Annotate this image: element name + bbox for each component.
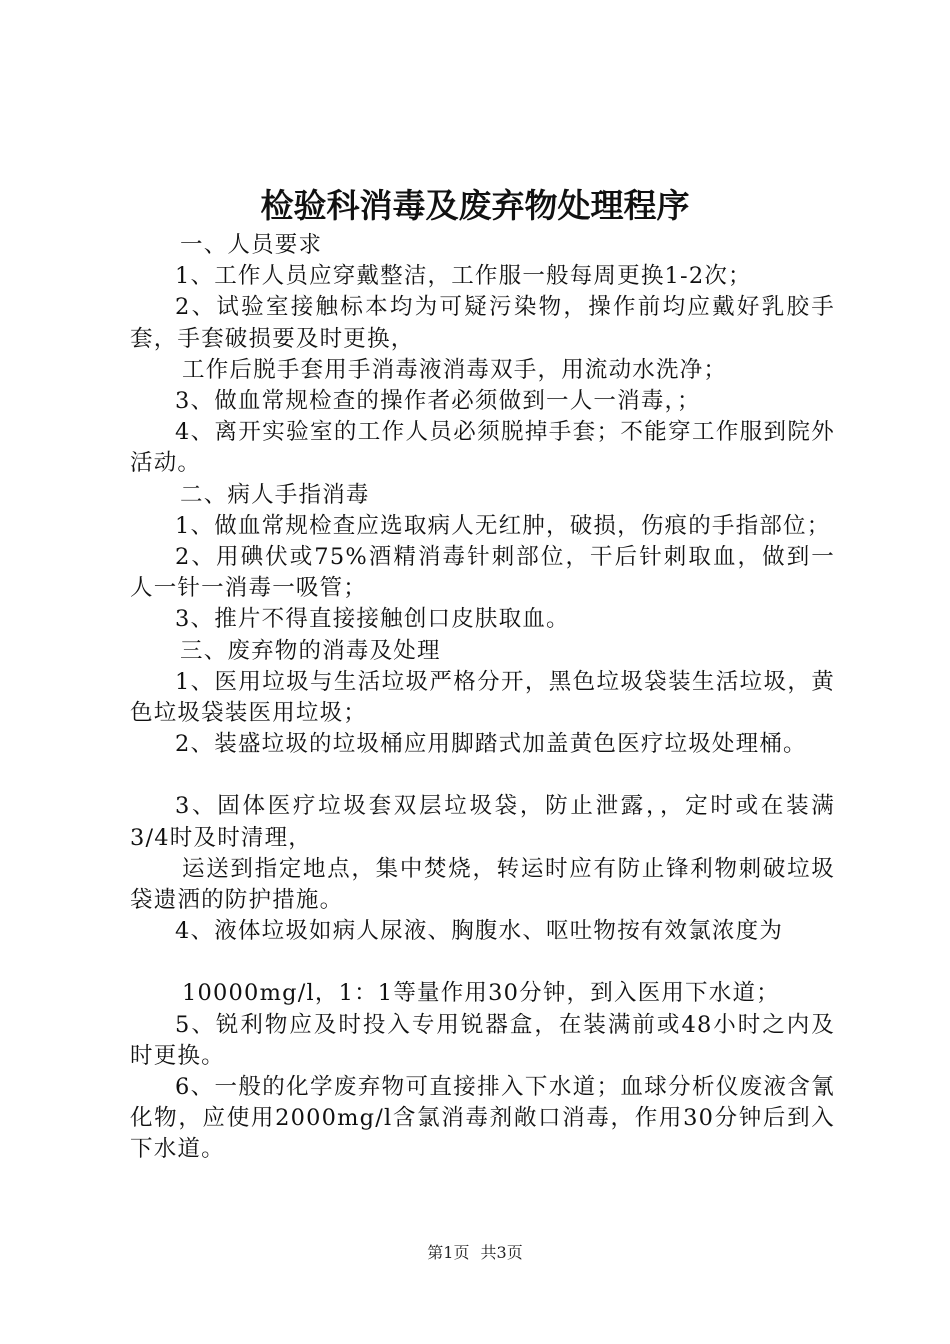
page-total: 共3页 [480,1243,523,1262]
page-footer [0,1242,950,1264]
paragraph: 工作后脱手套用手消毒液消毒双手，用流动水洗净； [182,356,728,383]
paragraph: 10000mg/l，1：1等量作用30分钟，到入医用下水道； [182,980,780,1007]
page-number: 第1页 [427,1243,470,1262]
paragraph: 4、液体垃圾如病人尿液、胸腹水、呕吐物按有效氯浓度为 [175,918,784,945]
paragraph: 3、推片不得直接接触创口皮肤取血。 [175,606,570,633]
paragraph: 4、离开实验室的工作人员必须脱掉手套；不能穿工作服到院外活动。 [130,419,835,477]
document-body [130,230,835,1166]
paragraph: 5、锐利物应及时投入专用锐器盒，在装满前或48小时之内及时更换。 [130,1011,835,1069]
section-heading: 三、废弃物的消毒及处理 [180,637,441,664]
paragraph: 3、做血常规检查的操作者必须做到一人一消毒，； [175,388,701,415]
paragraph: 1、做血常规检查应选取病人无红肿，破损，伤痕的手指部位； [175,512,831,539]
paragraph: 3、固体医疗垃圾套双层垃圾袋，防止泄露，，定时或在装满3/4时及时清理， [130,793,835,851]
paragraph: 1、工作人员应穿戴整洁，工作服一般每周更换1-2次； [175,263,752,290]
paragraph: 6、一般的化学废弃物可直接排入下水道；血球分析仪废液含氰化物，应使用2000mg/l含氯消毒剂敞口消毒，作用30分钟后到入下水道。 [130,1074,835,1163]
paragraph: 2、试验室接触标本均为可疑污染物，操作前均应戴好乳胶手套，手套破损要及时更换， [130,294,835,352]
paragraph: 2、用碘伏或75%酒精消毒针刺部位，干后针刺取血，做到一人一针一消毒一吸管； [130,544,835,602]
document-title: 检验科消毒及废弃物处理程序 [260,186,690,225]
section-heading: 一、人员要求 [180,232,323,258]
section-heading: 二、病人手指消毒 [180,481,370,508]
paragraph: 1、医用垃圾与生活垃圾严格分开，黑色垃圾袋装生活垃圾，黄色垃圾袋装医用垃圾； [130,668,835,727]
paragraph: 运送到指定地点，集中焚烧，转运时应有防止锋利物刺破垃圾袋遗洒的防护措施。 [130,855,835,914]
paragraph: 2、装盛垃圾的垃圾桶应用脚踏式加盖黄色医疗垃圾处理桶。 [175,731,807,758]
